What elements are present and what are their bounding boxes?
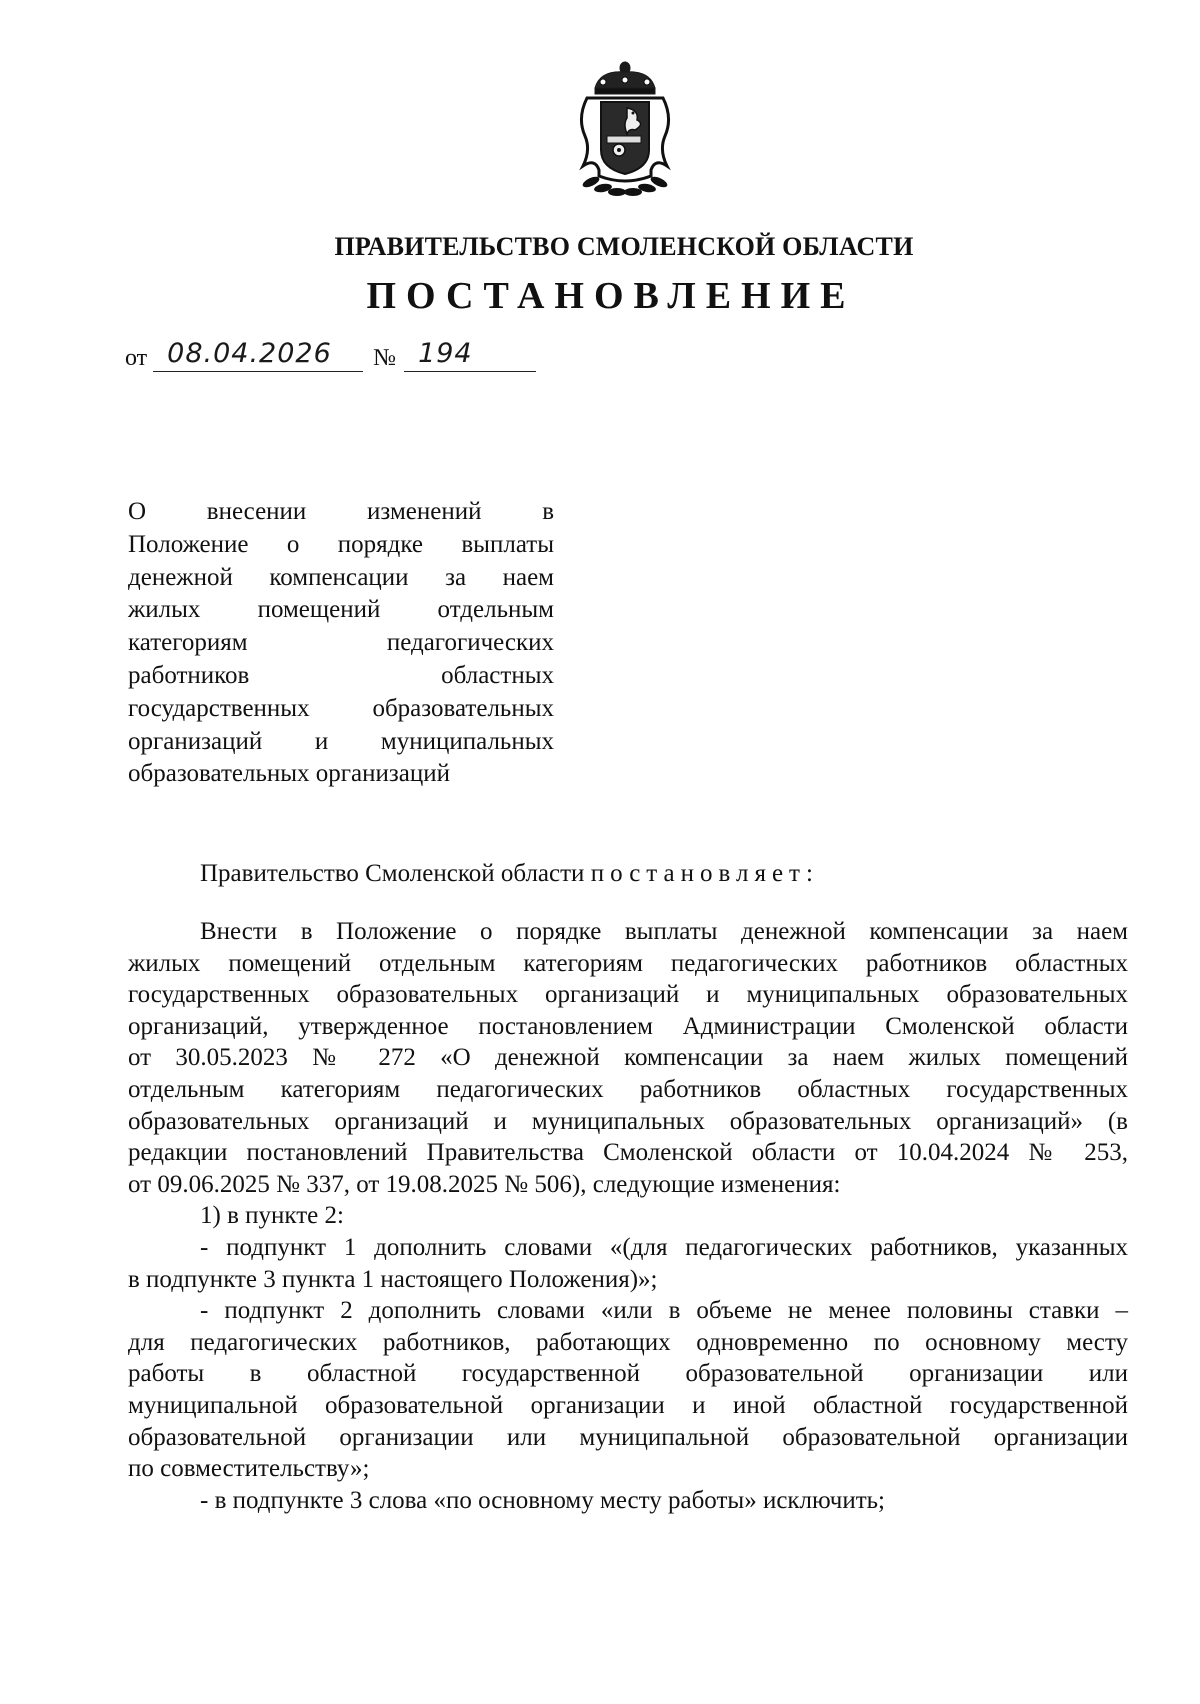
coat-of-arms-icon [565, 58, 685, 203]
body-line: в подпункте 3 пункта 1 настоящего Положения)»; [128, 1265, 658, 1293]
body-line: от 09.06.2025 № 337, от 19.08.2025 № 506), следующие изменения: [128, 1170, 841, 1198]
number-sign: № [373, 345, 397, 371]
preamble-lead: Правительство Смоленской области [200, 860, 591, 887]
date-blank [153, 338, 363, 372]
body-line: - в подпункте 3 слова «по основному месту работы» исключить; [200, 1486, 885, 1514]
subject-line: категориям педагогических [128, 629, 554, 657]
body-line: образовательных организаций и муниципальных образовательных организаций» (в [128, 1107, 1128, 1135]
subject-line: организаций и муниципальных [128, 727, 554, 755]
body-line: по совместительству»; [128, 1455, 370, 1483]
body-line: образовательной организации или муниципальной образовательной организации [128, 1423, 1128, 1451]
organization-name: ПРАВИТЕЛЬСТВО СМОЛЕНСКОЙ ОБЛАСТИ [334, 232, 914, 261]
body-line: 1) в пункте 2: [200, 1202, 344, 1230]
document-body [128, 916, 1128, 1516]
subject-line: жилых помещений отдельным [128, 596, 554, 624]
body-line: для педагогических работников, работающих одновременно по основному месту [128, 1328, 1128, 1356]
subject-line: образовательных организаций [128, 760, 451, 788]
subject-line: денежной компенсации за наем [128, 563, 554, 591]
subject-line: О внесении изменений в [128, 498, 554, 525]
date-number-line [125, 338, 536, 372]
body-line: от 30.05.2023 № 272 «О денежной компенсации за наем жилых помещений [128, 1044, 1128, 1072]
body-line: муниципальной образовательной организации и иной областной государственной [128, 1391, 1128, 1419]
body-line: - подпункт 2 дополнить словами «или в объеме не менее половины ставки – [200, 1297, 1128, 1325]
body-line: - подпункт 1 дополнить словами «(для педагогических работников, указанных [200, 1233, 1128, 1261]
document-type-title: ПОСТАНОВЛЕНИЕ [366, 275, 856, 317]
body-line: Внести в Положение о порядке выплаты денежной компенсации за наем [200, 918, 1128, 945]
handwritten-number: 194 [418, 338, 473, 369]
preamble [200, 860, 819, 888]
body-line: жилых помещений отдельным категориям педагогических работников областных [128, 949, 1128, 977]
body-line: государственных образовательных организаций и муниципальных образовательных [128, 981, 1128, 1009]
subject-line: Положение о порядке выплаты [128, 530, 554, 558]
body-line: редакции постановлений Правительства Смоленской области от 10.04.2024 № 253, [128, 1139, 1128, 1167]
document-subject [128, 496, 554, 791]
date-prefix: от [125, 345, 148, 371]
body-line: отдельным категориям педагогических работников областных государственных [128, 1075, 1128, 1103]
handwritten-date: 08.04.2026 [167, 338, 332, 369]
number-blank [404, 338, 536, 372]
subject-line: работников областных [128, 661, 554, 689]
subject-line: государственных образовательных [128, 694, 554, 722]
body-line: работы в областной государственной образовательной организации или [128, 1360, 1128, 1388]
preamble-resolves: постановляет: [590, 860, 819, 887]
body-line: организаций, утвержденное постановлением Администрации Смоленской области [128, 1012, 1128, 1040]
